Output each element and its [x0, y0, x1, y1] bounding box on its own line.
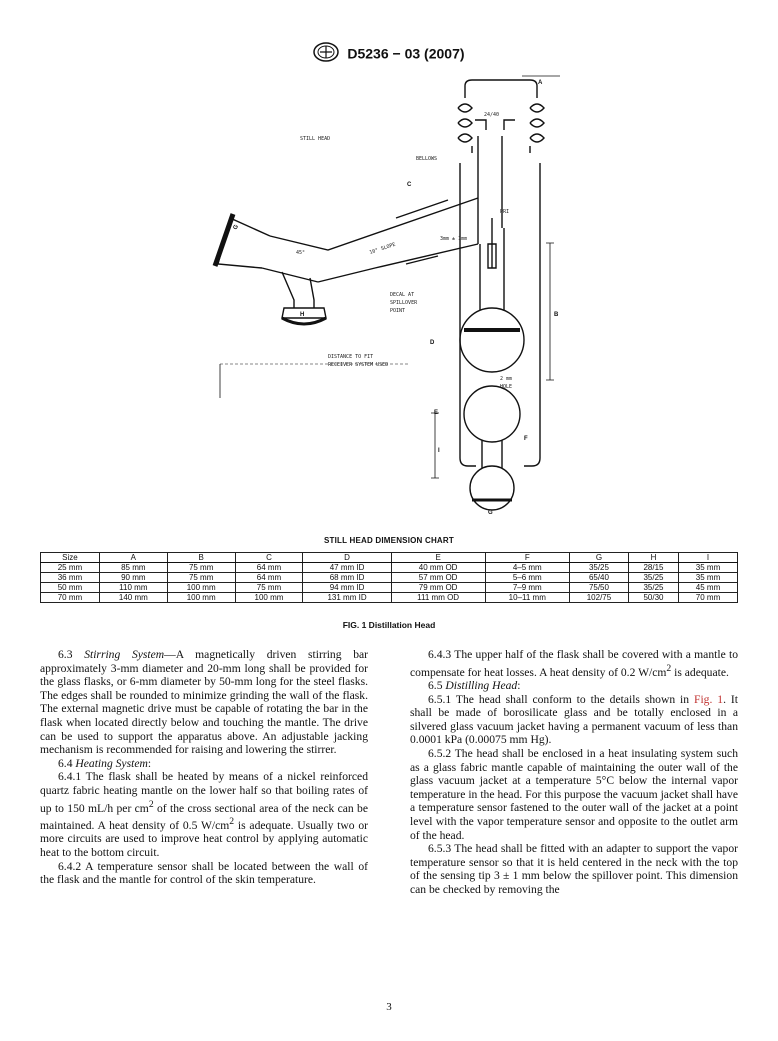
- section-number: 6.4: [58, 756, 76, 770]
- table-cell: 131 mm ID: [303, 593, 391, 603]
- superscript: 2: [148, 798, 154, 810]
- column-header: F: [485, 553, 569, 563]
- table-cell: 57 mm OD: [391, 573, 485, 583]
- page-number: 3: [386, 1001, 392, 1013]
- table-header-row: [41, 553, 738, 563]
- paragraph-text: is adequate.: [671, 665, 729, 679]
- column-header: E: [391, 553, 485, 563]
- label-slope: 10° SLOPE: [368, 241, 397, 256]
- table-cell: 75 mm: [167, 563, 235, 573]
- table-cell: 90 mm: [99, 573, 167, 583]
- column-header: H: [628, 553, 678, 563]
- label-size-note: 3mm ± 1mm: [440, 236, 468, 242]
- column-header: Size: [41, 553, 100, 563]
- distillation-head-drawing: [210, 68, 570, 528]
- table-cell: 140 mm: [99, 593, 167, 603]
- table-cell: 75 mm: [235, 583, 303, 593]
- label-h: H: [300, 312, 305, 318]
- table-cell: 47 mm ID: [303, 563, 391, 573]
- label-distance-2: RECEIVER SYSTEM USED: [328, 362, 389, 368]
- table-cell: 85 mm: [99, 563, 167, 573]
- table-cell: 25 mm: [41, 563, 100, 573]
- paragraph-text: . It shall be made of borosilicate glass and be totally enclosed in a silvered glass vacuum jacket having a permanent vacuum of less than 0.0001 kPa (0.00075 mm Hg).: [410, 692, 738, 747]
- label-point: POINT: [390, 308, 406, 314]
- label-g-bottom: G: [488, 510, 493, 516]
- section-heading: Distilling Head: [445, 679, 518, 693]
- paragraph-6-3: [40, 648, 368, 757]
- label-hole-2: HOLE: [500, 384, 513, 390]
- paragraph-6-4-3: [410, 648, 738, 679]
- chart-title: STILL HEAD DIMENSION CHART: [324, 536, 454, 545]
- paragraph-text: 6.4.1 The flask shall be heated by means of a nickel reinforced quartz fabric heating mantle on the lower half so that boiling rates of up to 150 mL/h per cm: [40, 770, 368, 815]
- page-header: [0, 42, 778, 65]
- label-f: F: [524, 436, 528, 442]
- table-row: [41, 593, 738, 603]
- table-cell: 45 mm: [679, 583, 738, 593]
- column-header: B: [167, 553, 235, 563]
- label-angle: 45°: [296, 250, 306, 256]
- paragraph-text: is adequate. Usually two or more circuits are used to improve heat control by applying automatic heat to the bottom circuit.: [40, 818, 368, 860]
- document-designation: D5236 − 03 (2007): [347, 45, 465, 62]
- table-cell: 100 mm: [235, 593, 303, 603]
- table-cell: 50 mm: [41, 583, 100, 593]
- table-cell: 36 mm: [41, 573, 100, 583]
- label-pri: PRI: [500, 209, 510, 215]
- paragraph-6-5-1: [410, 693, 738, 747]
- table-cell: 64 mm: [235, 563, 303, 573]
- column-header: C: [235, 553, 303, 563]
- table-cell: 68 mm ID: [303, 573, 391, 583]
- paragraph-text: 6.5.1 The head shall conform to the details shown in: [428, 692, 694, 706]
- paragraph-6-4: [40, 757, 368, 771]
- figure-link[interactable]: Fig. 1: [694, 692, 724, 706]
- paragraph-6-5-2: 6.5.2 The head shall be enclosed in a heat insulating system such as a glass fabric mantle capable of maintaining the outer wall of the glass vacuum jacket at a temperature 5°C below the internal vapor temperature in the head. For this purpose the vacuum jacket shall have a temperature sensor fastened to the outer wall of the jacket at a point level with the vapor temperature sensor and opposite to the outlet arm of the head.: [410, 747, 738, 842]
- section-number: 6.5: [428, 679, 446, 693]
- paragraph-text: —A magnetically driven stirring bar approximately 3-mm diameter and 20-mm long shall be provided for the glass flasks, or 6-mm diameter by 50-mm long for the steel flasks. The edges shall be rounded to minimize grinding the wall of the flask. The external magnetic drive must be capable of rotating the bar in the flask when located directly below and touching the mantle. The drive can be used to support the apparatus above. An adjustable jacking mechanism is recommended for raising and lowering the stirrer.: [40, 648, 369, 757]
- distillation-head-figure: [210, 68, 570, 528]
- table-body: [41, 563, 738, 603]
- left-column: [40, 648, 368, 887]
- label-e: E: [434, 410, 439, 416]
- right-column: [410, 648, 738, 897]
- table-cell: 75/50: [569, 583, 628, 593]
- table-cell: 10–11 mm: [485, 593, 569, 603]
- section-heading: Heating System: [75, 756, 148, 770]
- label-hole-1: 2 mm: [500, 376, 513, 382]
- table-cell: 5–6 mm: [485, 573, 569, 583]
- superscript: 2: [666, 662, 672, 674]
- label-bellows: BELLOWS: [416, 156, 438, 162]
- table-cell: 94 mm ID: [303, 583, 391, 593]
- table-cell: 35 mm: [679, 573, 738, 583]
- table-cell: 100 mm: [167, 593, 235, 603]
- column-header: A: [99, 553, 167, 563]
- table-cell: 110 mm: [99, 583, 167, 593]
- table-cell: 65/40: [569, 573, 628, 583]
- table-cell: 35 mm: [679, 563, 738, 573]
- label-still-head: STILL HEAD: [300, 136, 331, 142]
- table-cell: 75 mm: [167, 573, 235, 583]
- superscript: 2: [229, 815, 235, 827]
- table-cell: 64 mm: [235, 573, 303, 583]
- table-cell: 35/25: [628, 583, 678, 593]
- paragraph-6-5: [410, 679, 738, 693]
- table-cell: 102/75: [569, 593, 628, 603]
- label-g-left: G: [232, 223, 241, 231]
- table-cell: 35/25: [569, 563, 628, 573]
- table-cell: 79 mm OD: [391, 583, 485, 593]
- figure-caption: FIG. 1 Distillation Head: [342, 620, 436, 630]
- table-cell: 35/25: [628, 573, 678, 583]
- table-cell: 28/15: [628, 563, 678, 573]
- table-cell: 50/30: [628, 593, 678, 603]
- column-header: I: [679, 553, 738, 563]
- table-row: [41, 563, 738, 573]
- dimension-table: [40, 552, 738, 603]
- column-header: D: [303, 553, 391, 563]
- table-row: [41, 583, 738, 593]
- label-decal: DECAL AT: [390, 292, 415, 298]
- paragraph-text: of the cross sectional area of the neck can be maintained. A heat density of 0.5 W/cm: [40, 801, 368, 832]
- section-colon: :: [147, 756, 152, 770]
- column-header: G: [569, 553, 628, 563]
- astm-logo-icon: [313, 42, 339, 65]
- paragraph-6-4-1: [40, 770, 368, 859]
- table-cell: 40 mm OD: [391, 563, 485, 573]
- label-c: C: [407, 182, 412, 188]
- table-cell: 111 mm OD: [391, 593, 485, 603]
- table-cell: 4–5 mm: [485, 563, 569, 573]
- table-row: [41, 573, 738, 583]
- label-spillover: SPILLOVER: [390, 300, 418, 306]
- label-a: A: [538, 80, 543, 86]
- paragraph-6-4-2: 6.4.2 A temperature sensor shall be located between the wall of the flask and the mantle for control of the skin temperature.: [40, 859, 368, 887]
- section-number: 6.3: [58, 648, 85, 661]
- table-cell: 100 mm: [167, 583, 235, 593]
- label-distance-1: DISTANCE TO FIT: [328, 354, 374, 360]
- table-cell: 70 mm: [41, 593, 100, 603]
- label-d: D: [430, 340, 435, 346]
- paragraph-text: 6.4.3 The upper half of the flask shall be covered with a mantle to compensate for heat losses. A heat density of 0.2 W/cm: [410, 648, 738, 679]
- section-colon: :: [517, 679, 521, 693]
- label-b: B: [554, 312, 559, 318]
- table-cell: 70 mm: [679, 593, 738, 603]
- label-i: I: [438, 448, 440, 454]
- table-cell: 7–9 mm: [485, 583, 569, 593]
- paragraph-6-5-3: 6.5.3 The head shall be fitted with an adapter to support the vapor temperature sensor so that it is held centered in the neck with the top of the sensing tip 3 ± 1 mm below the spillover point. This dimension can be checked by removing the: [410, 842, 738, 896]
- section-heading: Stirring System: [84, 648, 165, 661]
- label-joint-top: 24/40: [484, 112, 500, 118]
